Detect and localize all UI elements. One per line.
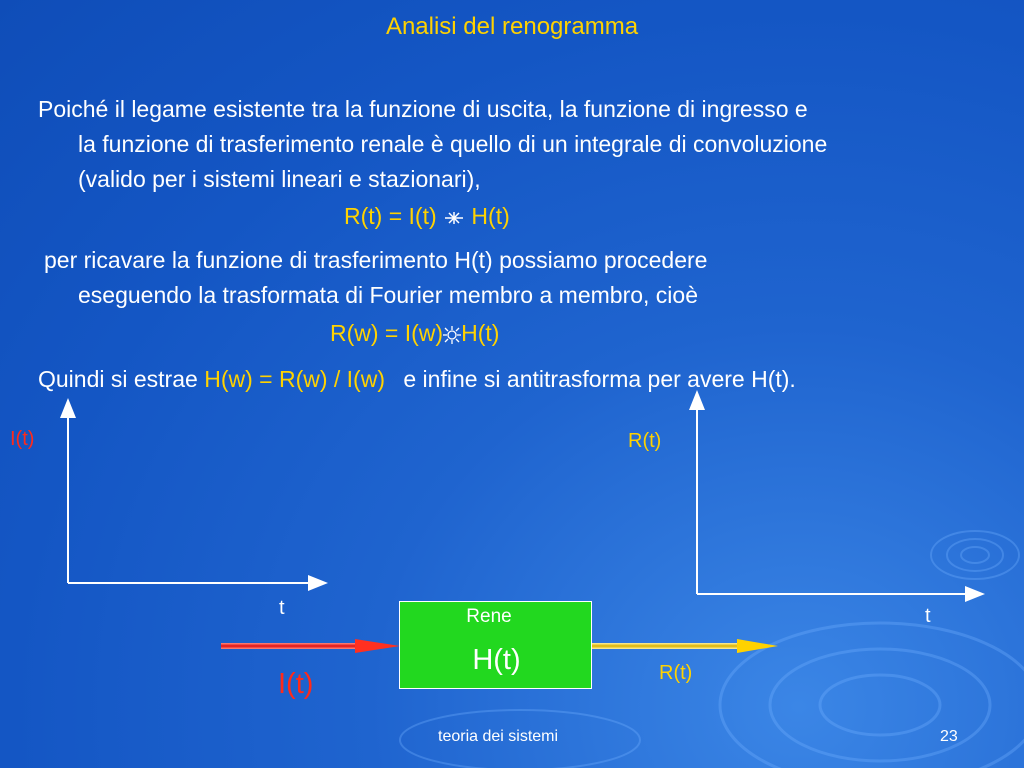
input-signal-label: I(t) [278, 668, 314, 700]
transfer-function-label: H(t) [472, 644, 521, 676]
paragraph-intro-line3: (valido per i sistemi lineari e stazionari), [78, 166, 481, 192]
input-time-label: t [279, 597, 285, 619]
transfer-ratio-formula: H(w) = R(w) / I(w) [204, 366, 385, 392]
output-axis-label: R(t) [628, 430, 662, 452]
output-signal-label: R(t) [659, 662, 693, 684]
paragraph-intro-line1: Poiché il legame esistente tra la funzione di uscita, la funzione di ingresso e [38, 96, 808, 122]
kidney-system-box [399, 601, 592, 689]
paragraph-conclusion-suffix: e infine si antitrasforma per avere H(t). [403, 366, 796, 392]
convolution-formula-left: R(t) = I(t) [344, 203, 437, 229]
fourier-formula-left: R(w) = I(w) [330, 320, 444, 346]
output-time-label: t [925, 605, 931, 627]
convolution-formula-right: H(t) [471, 203, 510, 229]
paragraph-conclusion-prefix: Quindi si estrae [38, 366, 205, 392]
fourier-formula-right: H(t) [461, 320, 500, 346]
input-axis-label: I(t) [10, 428, 35, 450]
slide-title: Analisi del renogramma [385, 13, 639, 40]
page-number: 23 [940, 728, 958, 745]
footer-text: teoria dei sistemi [438, 728, 559, 745]
paragraph-intro-line2: la funzione di trasferimento renale è quello di un integrale di convoluzione [78, 131, 828, 157]
output-arrow [592, 639, 778, 653]
paragraph-fourier-line1: per ricavare la funzione di trasferimento H(t) possiamo procedere [44, 247, 708, 273]
kidney-label: Rene [466, 606, 512, 627]
paragraph-fourier-line2: eseguendo la trasformata di Fourier membro a membro, cioè [78, 282, 699, 308]
input-arrow [221, 639, 400, 653]
